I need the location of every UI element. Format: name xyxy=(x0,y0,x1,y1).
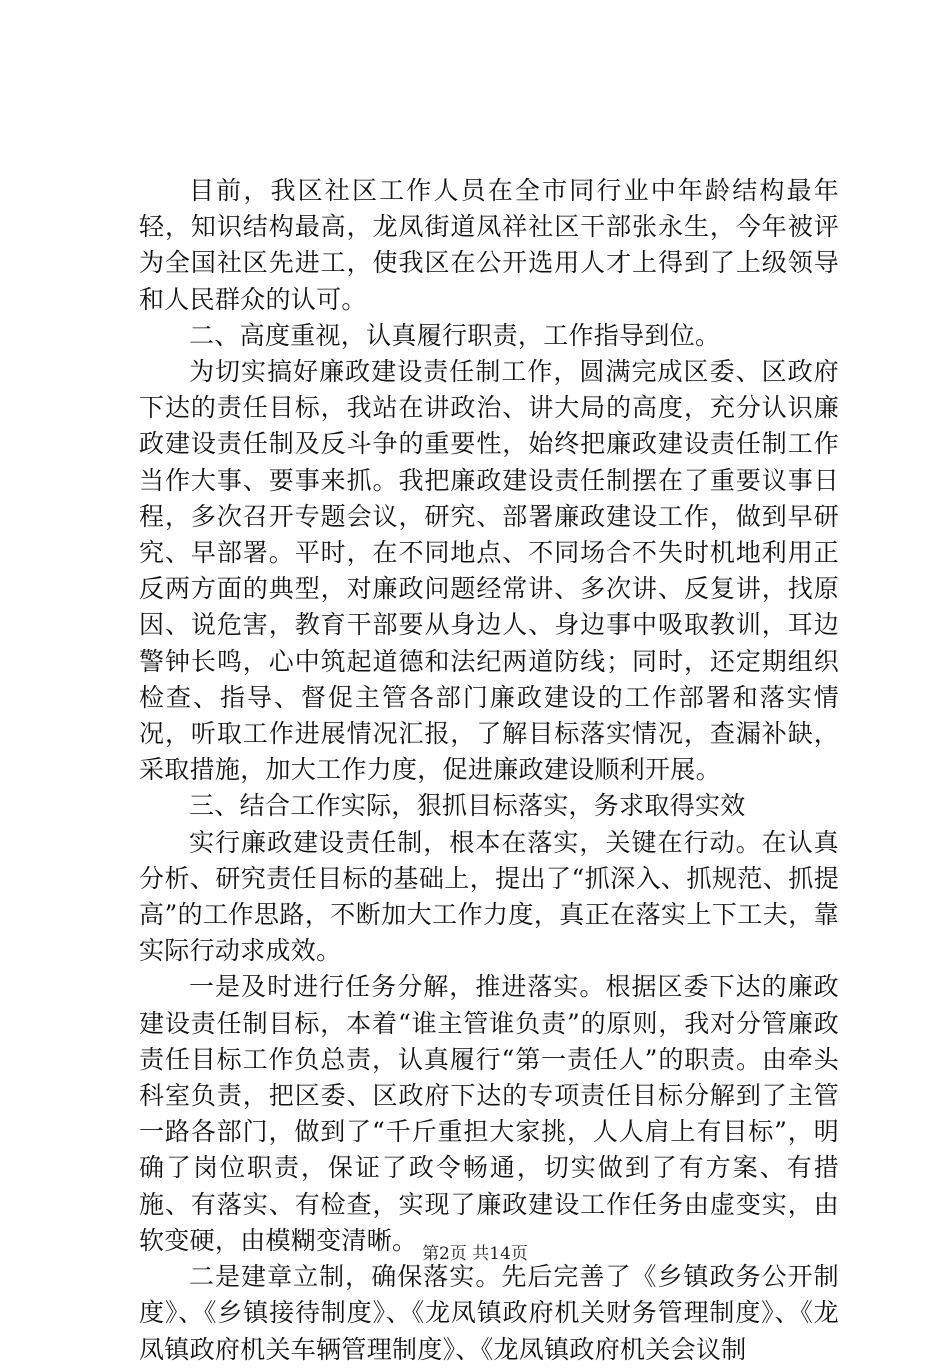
body-paragraph: 一是及时进行任务分解，推进落实。根据区委下达的廉政建设责任制目标，本着“谁主管谁负责”的原则，我对分管廉政责任目标工作负总责，认真履行“第一责任人”的职责。由牵头科室负责，把区委、区政府下达的专项责任目标分解到了主管一路各部门，做到了“千斤重担大家挑，人人肩上有目标”，明确了岗位职责，保证了政令畅通，切实做到了有方案、有措施、有落实、有检查，实现了廉政建设工作任务由虚变实，由软变硬，由模糊变清晰。 xyxy=(139,972,839,1255)
body-paragraph: 二是建章立制，确保落实。先后完善了《乡镇政务公开制度》、《乡镇接待制度》、《龙凤镇政府机关财务管理制度》、《龙凤镇政府机关车辆管理制度》、《龙凤镇政府机关会议制 xyxy=(139,1262,839,1364)
body-paragraph: 为切实搞好廉政建设责任制工作，圆满完成区委、区政府下达的责任目标，我站在讲政治、讲大局的高度，充分认识廉政建设责任制及反斗争的重要性，始终把廉政建设责任制工作当作大事、要事来抓。我把廉政建设责任制摆在了重要议事日程，多次召开专题会议，研究、部署廉政建设工作，做到早研究、早部署。平时，在不同地点、不同场合不失时机地利用正反两方面的典型，对廉政问题经常讲、多次讲、反复讲，找原因、说危害，教育干部要从身边人、身边事中吸取教训，耳边警钟长鸣，心中筑起道德和法纪两道防线；同时，还定期组织检查、指导、督促主管各部门廉政建设的工作部署和落实情况，听取工作进展情况汇报，了解目标落实情况，查漏补缺，采取措施，加大工作力度，促进廉政建设顺利开展。 xyxy=(139,357,839,785)
body-paragraph: 目前，我区社区工作人员在全市同行业中年龄结构最年轻，知识结构最高，龙凤街道凤祥社区干部张永生，今年被评为全国社区先进工，使我区在公开选用人才上得到了上级领导和人民群众的认可。 xyxy=(139,176,839,314)
section-heading: 三、结合工作实际，狠抓目标落实，务求取得实效 xyxy=(189,791,746,821)
document-body xyxy=(139,173,839,1368)
section-heading: 二、高度重视，认真履行职责，工作指导到位。 xyxy=(189,320,721,350)
body-paragraph: 实行廉政建设责任制，根本在落实，关键在行动。在认真分析、研究责任目标的基础上，提出了“抓深入、抓规范、抓提高”的工作思路，不断加大工作力度，真正在落实上下工夫，靠实际行动求成效。 xyxy=(139,827,839,966)
page-number-footer: 第2页 共14页 xyxy=(422,1244,528,1264)
